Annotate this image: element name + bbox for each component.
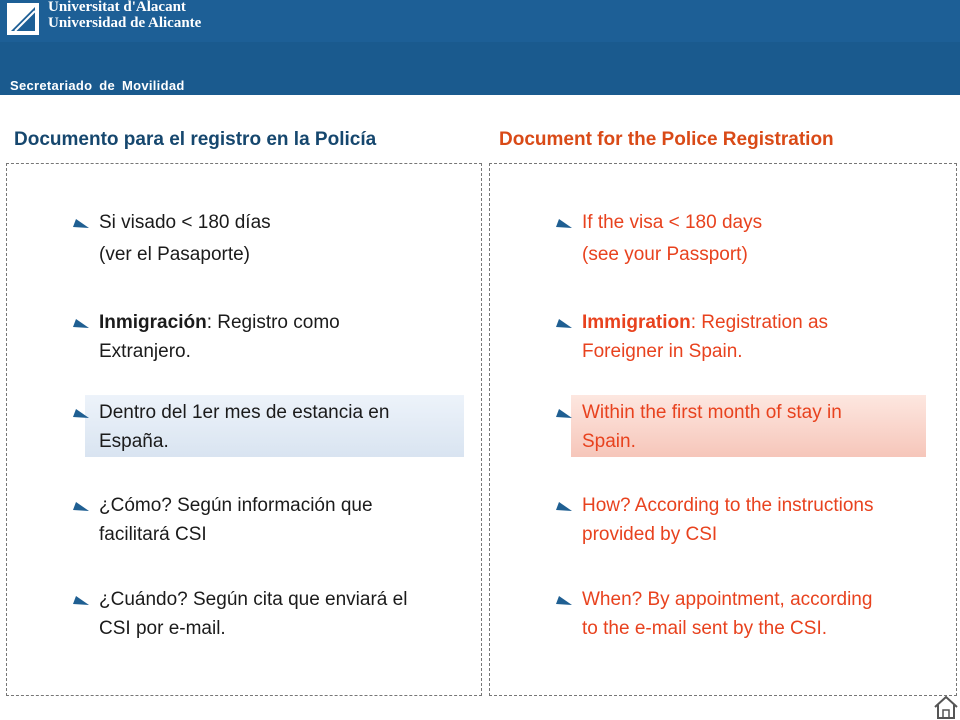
spanish-item-first-month (99, 398, 389, 456)
spanish-item-first-month-line1: Dentro del 1er mes de estancia en (99, 402, 390, 423)
arrow-bullet-icon (556, 502, 572, 511)
spanish-item-immigration-line2: Extranjero. (99, 341, 191, 362)
arrow-bullet-icon (73, 596, 89, 605)
arrow-bullet-icon (73, 502, 89, 511)
english-item-visa-line2: (see your Passport) (582, 244, 748, 265)
university-name-valencian: Universitat d'Alacant (48, 0, 186, 15)
english-item-how (582, 491, 874, 549)
english-item-immigration (582, 308, 828, 366)
title-english: Document for the Police Registration (499, 129, 834, 150)
english-item-immigration-rest: : Registration as (690, 312, 829, 333)
spanish-item-when (99, 585, 407, 643)
spanish-item-how-line2: facilitará CSI (99, 524, 207, 545)
english-item-visa-line1: If the visa < 180 days (582, 212, 763, 233)
english-item-first-month (582, 398, 842, 456)
english-item-how-line1: How? According to the instructions (582, 495, 874, 516)
english-item-when-line2: to the e-mail sent by the CSI. (582, 618, 828, 639)
english-item-first-month-line1: Within the first month of stay in (582, 402, 842, 423)
spanish-item-how (99, 491, 373, 549)
english-item-when (582, 585, 872, 643)
spanish-item-when-line1: ¿Cuándo? Según cita que enviará el (99, 589, 408, 610)
spanish-item-when-line2: CSI por e-mail. (99, 618, 226, 639)
spanish-item-immigration-rest: : Registro como (206, 312, 340, 333)
spanish-item-visa (99, 208, 271, 269)
spanish-item-visa-line2: (ver el Pasaporte) (99, 244, 251, 265)
english-item-first-month-line2: Spain. (582, 431, 636, 452)
spanish-item-how-line1: ¿Cómo? Según información que (99, 495, 373, 516)
english-item-immigration-line2: Foreigner in Spain. (582, 341, 743, 362)
arrow-bullet-icon (556, 596, 572, 605)
english-item-visa (582, 208, 762, 269)
department-name: Secretariado de Movilidad (10, 78, 185, 93)
home-icon[interactable] (932, 694, 960, 720)
arrow-bullet-icon (73, 219, 89, 228)
arrow-bullet-icon (556, 319, 572, 328)
english-item-when-line1: When? By appointment, according (582, 589, 873, 610)
spanish-item-immigration (99, 308, 340, 366)
english-item-how-line2: provided by CSI (582, 524, 718, 545)
spanish-item-visa-line1: Si visado < 180 días (99, 212, 271, 233)
spanish-item-immigration-bold: Inmigración (99, 312, 207, 333)
arrow-bullet-icon (73, 409, 89, 418)
arrow-bullet-icon (556, 219, 572, 228)
english-item-immigration-bold: Immigration (582, 312, 691, 333)
arrow-bullet-icon (556, 409, 572, 418)
header-banner (0, 0, 960, 95)
university-logo-icon (6, 2, 40, 36)
spanish-item-first-month-line2: España. (99, 431, 169, 452)
university-name-spanish: Universidad de Alicante (48, 15, 202, 31)
title-spanish: Documento para el registro en la Policía (14, 129, 377, 150)
arrow-bullet-icon (73, 319, 89, 328)
